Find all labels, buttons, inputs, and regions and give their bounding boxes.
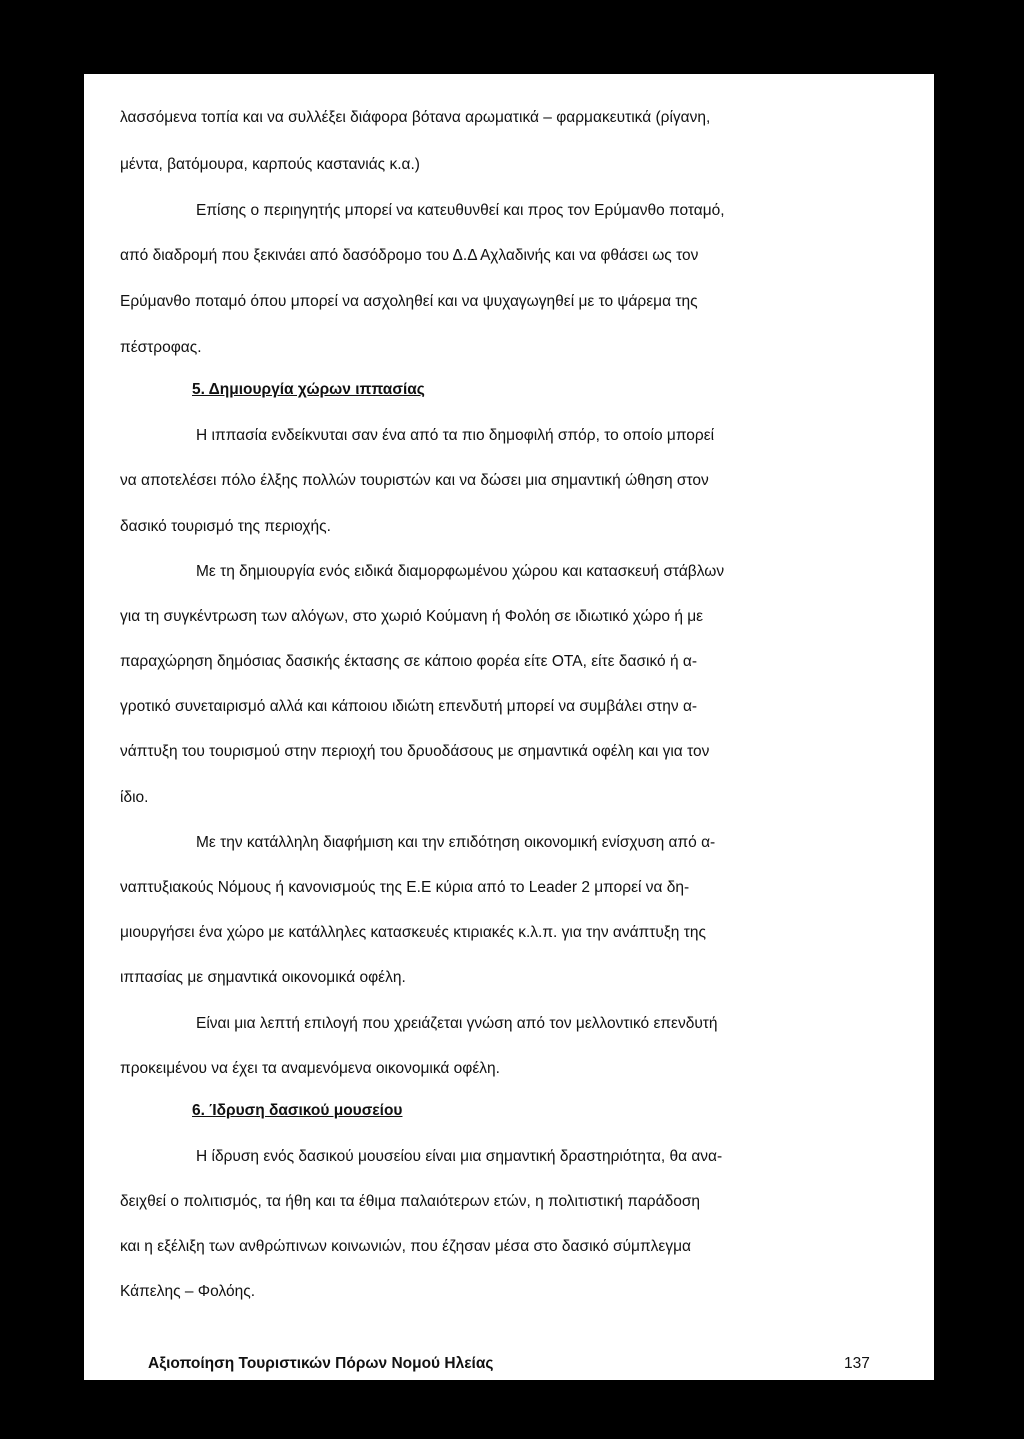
text-line: Κάπελης – Φολόης. — [120, 1283, 256, 1300]
page-number: 137 — [844, 1355, 870, 1372]
text-line: και η εξέλιξη των ανθρώπινων κοινωνιών, που έζησαν μέσα στο δασικό σύμπλεγμα — [120, 1238, 691, 1255]
text-line: γροτικό συνεταιρισμό αλλά και κάποιου ιδιώτη επενδυτή μπορεί να συμβάλει στην α- — [120, 698, 698, 715]
text-line: να αποτελέσει πόλο έλξης πολλών τουριστών και να δώσει μια σημαντική ώθηση στον — [120, 472, 709, 489]
section-heading: 5. Δημιουργία χώρων ιππασίας — [192, 381, 425, 398]
text-line: λασσόμενα τοπία και να συλλέξει διάφορα βότανα αρωματικά – φαρμακευτικά (ρίγανη, — [120, 109, 711, 126]
text-line: δασικό τουρισμό της περιοχής. — [120, 518, 331, 535]
text-line: Είναι μια λεπτή επιλογή που χρειάζεται γνώση από τον μελλοντικό επενδυτή — [196, 1015, 718, 1032]
text-line: για τη συγκέντρωση των αλόγων, στο χωριό Κούμανη ή Φολόη σε ιδιωτικό χώρο ή με — [120, 608, 704, 625]
text-line: μέντα, βατόμουρα, καρπούς καστανιάς κ.α.) — [120, 156, 420, 173]
text-line: Η ιππασία ενδείκνυται σαν ένα από τα πιο δημοφιλή σπόρ, το οποίο μπορεί — [196, 427, 715, 444]
text-line: δειχθεί ο πολιτισμός, τα ήθη και τα έθιμα παλαιότερων ετών, η πολιτιστική παράδοση — [120, 1193, 701, 1210]
text-line: Η ίδρυση ενός δασικού μουσείου είναι μια σημαντική δραστηριότητα, θα ανα- — [196, 1148, 723, 1165]
section-heading: 6. Ίδρυση δασικού μουσείου — [192, 1102, 403, 1119]
text-line: πέστροφας. — [120, 339, 202, 356]
text-line: παραχώρηση δημόσιας δασικής έκτασης σε κάποιο φορέα είτε ΟΤΑ, είτε δασικό ή α- — [120, 653, 698, 670]
text-line: Ερύμανθο ποταμό όπου μπορεί να ασχοληθεί και να ψυχαγωγηθεί με το ψάρεμα της — [120, 293, 698, 310]
text-line: μιουργήσει ένα χώρο με κατάλληλες κατασκευές κτιριακές κ.λ.π. για την ανάπτυξη της — [120, 924, 706, 941]
footer-title: Αξιοποίηση Τουριστικών Πόρων Νομού Ηλείας — [148, 1355, 494, 1372]
text-line: Με τη δημιουργία ενός ειδικά διαμορφωμένου χώρου και κατασκευή στάβλων — [196, 563, 725, 580]
text-line: Με την κατάλληλη διαφήμιση και την επιδότηση οικονομική ενίσχυση από α- — [196, 834, 716, 851]
text-line: ίδιο. — [120, 789, 149, 806]
document-page — [84, 74, 934, 1380]
text-line: Επίσης ο περιηγητής μπορεί να κατευθυνθεί και προς τον Ερύμανθο ποταμό, — [196, 202, 725, 219]
text-line: προκειμένου να έχει τα αναμενόμενα οικονομικά οφέλη. — [120, 1060, 500, 1077]
text-line: νάπτυξη του τουρισμού στην περιοχή του δρυοδάσους με σημαντικά οφέλη και για τον — [120, 743, 710, 760]
text-line: ναπτυξιακούς Νόμους ή κανονισμούς της Ε.Ε κύρια από το Leader 2 μπορεί να δη- — [120, 879, 690, 896]
text-line: ιππασίας με σημαντικά οικονομικά οφέλη. — [120, 969, 406, 986]
text-line: από διαδρομή που ξεκινάει από δασόδρομο του Δ.Δ Αχλαδινής και να φθάσει ως τον — [120, 247, 699, 264]
